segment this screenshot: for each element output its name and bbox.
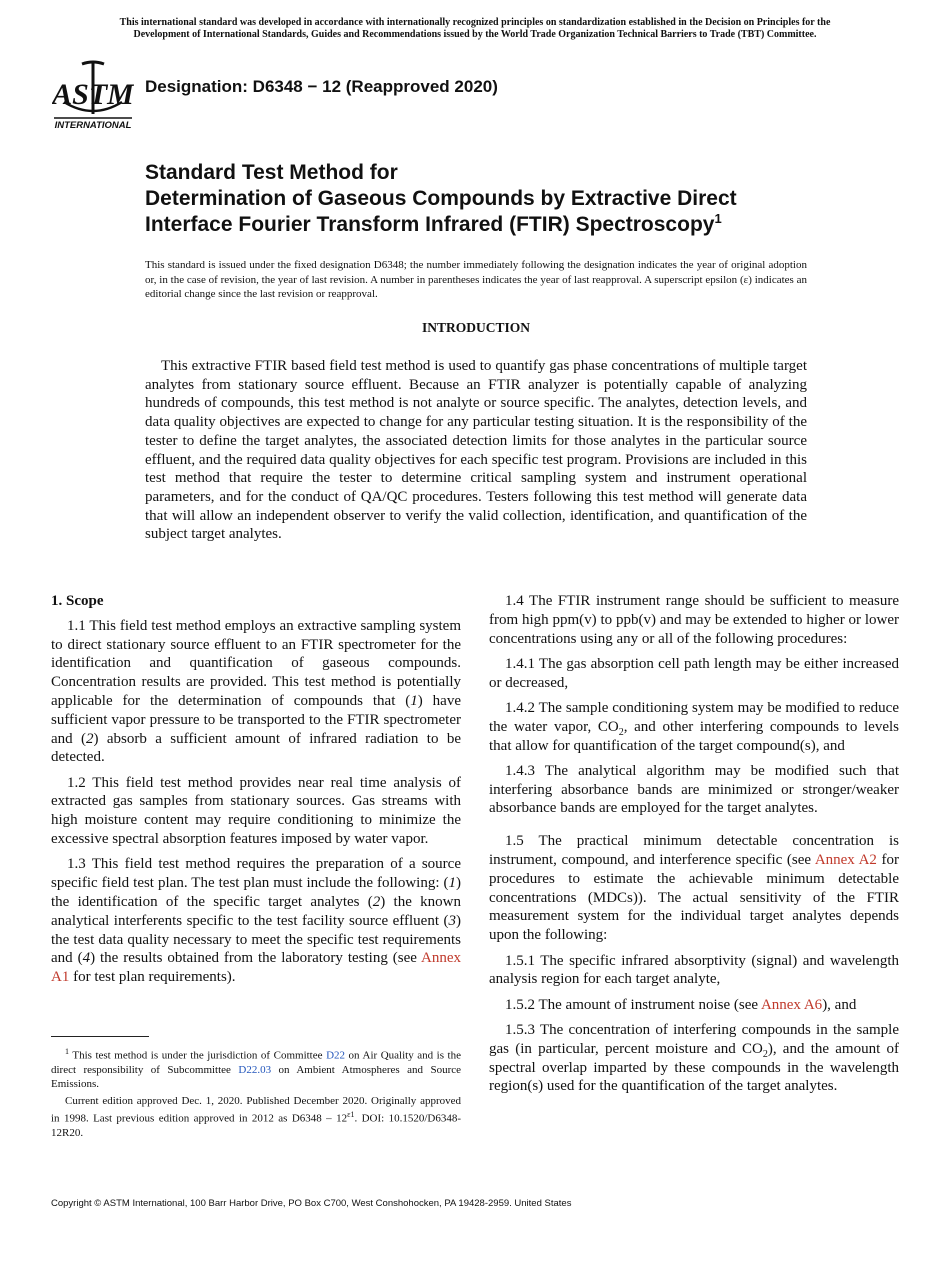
paragraph-1-5: 1.5 The practical minimum detectable concentration is instrument, compound, and interference specific (see Annex A2 for procedures to estimate the achievable minimum detectable concentrations (MDCs)). The actual sensitivity of the FTIR measurement system for the individual target analytes depends upon the following: xyxy=(489,833,899,944)
annex-a1-link[interactable]: Annex A1 xyxy=(51,950,462,986)
astm-international-logo xyxy=(52,58,134,132)
introduction-heading: INTRODUCTION xyxy=(421,320,530,335)
banner-line-2: Development of International Standards, Guides and Recommendations issued by the World Trade Organization Technical Barriers to Trade (TBT) Committee. xyxy=(133,29,817,40)
footnote-divider xyxy=(51,1036,149,1037)
paragraph-1-4-3: 1.4.3 The analytical algorithm may be modified such that interfering absorbance bands are minimized or stronger/weaker absorbance bands are employed for the target analytes. xyxy=(489,762,899,817)
annex-a2-link[interactable]: Annex A2 xyxy=(814,852,877,869)
paragraph-1-4-1: 1.4.1 The gas absorption cell path length may be either increased or decreased, xyxy=(489,655,899,691)
title-line-3: Interface Fourier Transform Infrared (FTIR) Spectroscopy xyxy=(145,213,715,236)
section-heading-scope: 1. Scope xyxy=(51,593,104,609)
paragraph-1-2: 1.2 This field test method provides near real time analysis of extracted gas samples from stationary sources. Gas streams with high moisture content may require conditioning to minimize the excessive spectral absorption features imposed by water vapor. xyxy=(51,774,461,848)
designation: Designation: D6348 − 12 (Reapproved 2020) xyxy=(145,77,498,96)
tbt-banner xyxy=(40,17,910,41)
logo-wordmark: ASTM xyxy=(52,78,134,111)
annex-a6-link[interactable]: Annex A6 xyxy=(760,996,823,1013)
paragraph-1-3: 1.3 This field test method requires the preparation of a source specific field test plan. The test plan must include the following: (1) the identification of the specific target analytes (2) the known analytical interferents specific to the test facility source effluent (3) the test data quality necessary to meet the specific test requirements and (4) the results obtained from the laboratory testing (see Annex A1 for test plan requirements). xyxy=(51,856,462,986)
paragraph-1-5-2: 1.5.2 The amount of instrument noise (see Annex A6), and xyxy=(505,996,857,1013)
title-line-2: Determination of Gaseous Compounds by Extractive Direct xyxy=(145,187,737,210)
copyright-footer: Copyright © ASTM International, 100 Barr Harbor Drive, PO Box C700, West Conshohocken, PA 19428-2959. United States xyxy=(51,1198,572,1209)
introduction-text: This extractive FTIR based field test method is used to quantify gas phase concentrations of multiple target analytes from stationary source effluent. Because an FTIR analyzer is potentially capable of analyzing hundreds of compounds, this test method is not analyte or source specific. The analytes, detection levels, and data quality objectives are expected to change for any particular testing situation. It is the responsibility of the tester to define the target analytes, the associated detection limits for those analytes in the particular source effluent, and the required data quality objectives for each specific test program. Provisions are included in this test method that require the tester to determine critical sampling system and instrument operational parameters, and for the conduct of QA/QC procedures. Testers following this test method will generate data that will allow an independent observer to verify the valid collection, identification, and quantification of the subject target analytes. xyxy=(145,358,807,543)
left-column xyxy=(51,592,461,993)
right-column xyxy=(489,592,899,1103)
subcommittee-d22-03-link[interactable]: D22.03 xyxy=(238,1063,272,1076)
paragraph-1-4-2: 1.4.2 The sample conditioning system may be modified to reduce the water vapor, $CO_2$, and other interfering compounds to levels that allow for quantification of the target compound(s), and xyxy=(489,699,899,754)
committee-d22-link[interactable]: D22 xyxy=(326,1049,346,1062)
footnote-edition: Current edition approved Dec. 1, 2020. Published December 2020. Originally approved in 1998. Last previous edition approved in 2012 as $D6348 - 12^{\varepsilon 1}$. DOI: 10.1520/D6348-12R20. xyxy=(51,1095,461,1140)
paragraph-1-4: 1.4 The FTIR instrument range should be sufficient to measure from high ppm(v) to ppb(v) and may be extended to higher or lower concentrations using any or all of the following procedures: xyxy=(489,593,899,647)
document-title xyxy=(145,160,865,238)
issued-note: This standard is issued under the fixed designation D6348; the number immediately following the designation indicates the year of original adoption or, in the case of revision, the year of last revision. A number in parentheses indicates the year of last reapproval. A superscript epsilon (ε) indicates an editorial change since the last revision or reapproval. xyxy=(145,259,807,301)
paragraph-1-1: 1.1 This field test method employs an extractive sampling system to direct stationary source effluent to an FTIR spectrometer for the identification and quantification of gaseous compounds. Concentration results are provided. This test method is potentially applicable for the determination of compounds that (1) have sufficient vapor pressure to be transported to the FTIR spectrometer and (2) absorb a sufficient amount of infrared radiation to be detected. xyxy=(51,617,462,766)
title-line-1: Standard Test Method for xyxy=(145,161,398,184)
title-footnote-mark[interactable]: 1 xyxy=(714,211,722,226)
logo-subtext: INTERNATIONAL xyxy=(54,120,132,131)
footnotes xyxy=(51,1045,461,1144)
paragraph-1-5-3: 1.5.3 The concentration of interfering compounds in the sample gas (in particular, percent moisture and $CO_2$), and the amount of spectral overlap imparted by these compounds in the wavelength region(s) used for the quantification of the target analytes. xyxy=(489,1021,899,1095)
banner-line-1: This international standard was developed in accordance with internationally recognized principles on standardization established in the Decision on Principles for the xyxy=(119,17,831,28)
footnote-1: $^1$ This test method is under the jurisdiction of Committee D22 on Air Quality and is the direct responsibility of Subcommittee D22.03 on Ambient Atmospheres and Source Emissions. xyxy=(51,1047,461,1091)
paragraph-1-5-1: 1.5.1 The specific infrared absorptivity (signal) and wavelength analysis region for each target analyte, xyxy=(489,952,899,988)
